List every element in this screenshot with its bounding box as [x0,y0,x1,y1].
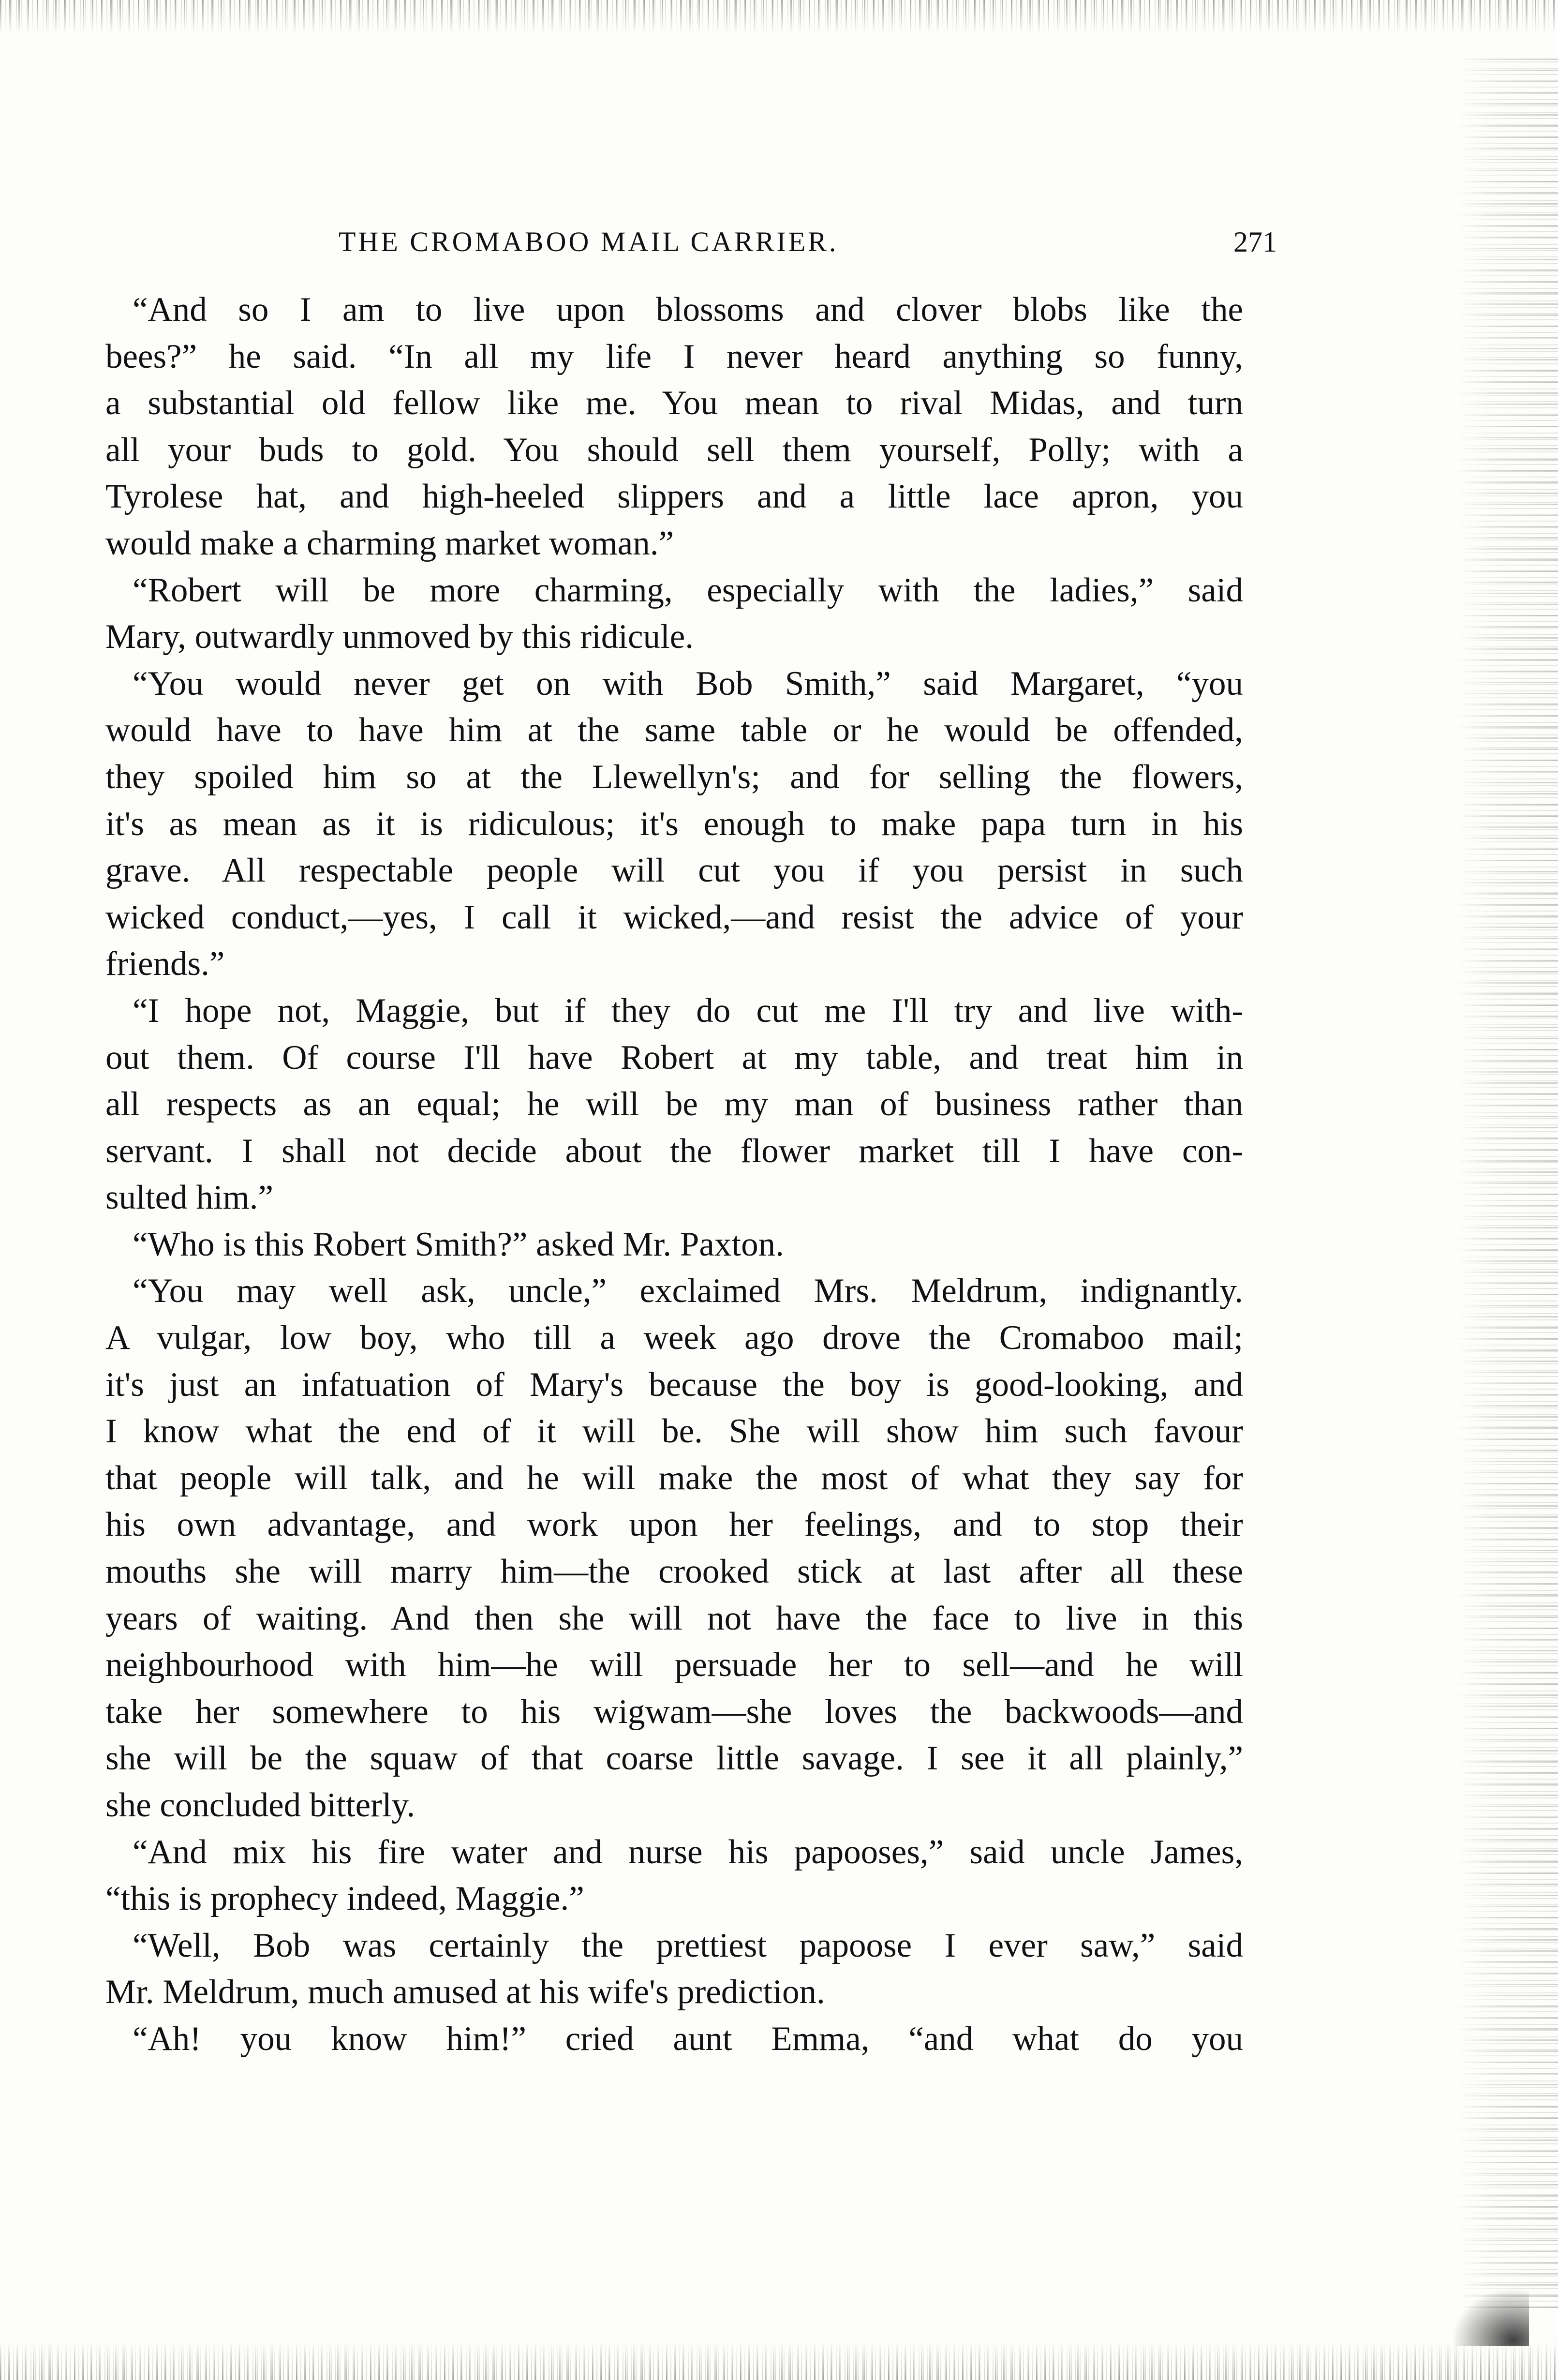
text-line: “I hope not, Maggie, but if they do cut me I'll try and live with- [133,991,1243,1030]
text-line: “Ah! you know him!” cried aunt Emma, “and what do you [133,2020,1243,2058]
text-line: servant. I shall not decide about the flower market till I have con- [105,1132,1243,1170]
text-line: years of waiting. And then she will not have the face to live in this [105,1599,1243,1637]
text-line: “Well, Bob was certainly the prettiest papoose I ever saw,” said [133,1926,1243,1964]
page-number: 271 [1233,226,1277,258]
text-line: it's as mean as it is ridiculous; it's enough to make papa turn in his [105,805,1243,843]
text-line: “Who is this Robert Smith?” asked Mr. Paxton. [133,1225,784,1263]
text-line: it's just an infatuation of Mary's because the boy is good-looking, and [105,1365,1243,1404]
text-line: mouths she will marry him—the crooked stick at last after all these [105,1553,1243,1591]
text-line: out them. Of course I'll have Robert at my table, and treat him in [105,1038,1243,1077]
text-line: “You would never get on with Bob Smith,” said Margaret, “you [133,664,1243,703]
text-line: Mr. Meldrum, much amused at his wife's prediction. [105,1973,825,2011]
text-line: neighbourhood with him—he will persuade her to sell—and he will [105,1646,1243,1684]
text-line: “And so I am to live upon blossoms and clover blobs like the [133,291,1243,329]
text-line: she concluded bitterly. [105,1786,415,1824]
text-line: grave. All respectable people will cut you if you persist in such [105,852,1243,890]
running-head [339,220,1277,264]
scan-noise-top [0,0,1558,34]
text-line: friends.” [105,945,225,983]
scan-noise-bottom [0,2341,1558,2380]
running-title: THE CROMABOO MAIL CARRIER. [339,226,839,257]
text-line: sulted him.” [105,1179,274,1217]
text-line: bees?” he said. “In all my life I never heard anything so funny, [105,337,1243,375]
text-line: Tyrolese hat, and high-heeled slippers and a little lace apron, you [105,478,1243,516]
text-line: would make a charming market woman.” [105,524,674,562]
text-line: “You may well ask, uncle,” exclaimed Mrs. Meldrum, indignantly. [133,1272,1243,1310]
scan-noise-corner [1452,2288,1529,2346]
text-line: a substantial old fellow like me. You mean to rival Midas, and turn [105,384,1243,422]
body-text [105,286,1243,2063]
text-line: take her somewhere to his wigwam—she loves the backwoods—and [105,1692,1243,1731]
text-line: Mary, outwardly unmoved by this ridicule. [105,618,694,656]
text-line: A vulgar, low boy, who till a week ago drove the Cromaboo mail; [105,1319,1243,1357]
text-line: that people will talk, and he will make the most of what they say for [105,1459,1243,1497]
text-line: I know what the end of it will be. She will show him such favour [105,1412,1243,1451]
text-line: wicked conduct,—yes, I call it wicked,—and resist the advice of your [105,898,1243,936]
text-line: they spoiled him so at the Llewellyn's; and for selling the flowers, [105,758,1243,796]
scan-noise-right [1456,58,1558,2308]
text-line: would have to have him at the same table or he would be offended, [105,711,1243,749]
text-line: all respects as an equal; he will be my man of business rather than [105,1085,1243,1123]
text-line: all your buds to gold. You should sell them yourself, Polly; with a [105,431,1243,469]
text-line: she will be the squaw of that coarse little savage. I see it all plainly,” [105,1739,1243,1778]
text-line: “And mix his fire water and nurse his papooses,” said uncle James, [133,1833,1243,1871]
text-line: “this is prophecy indeed, Maggie.” [105,1880,584,1918]
text-line: his own advantage, and work upon her feelings, and to stop their [105,1506,1243,1544]
text-line: “Robert will be more charming, especially with the ladies,” said [133,571,1243,609]
